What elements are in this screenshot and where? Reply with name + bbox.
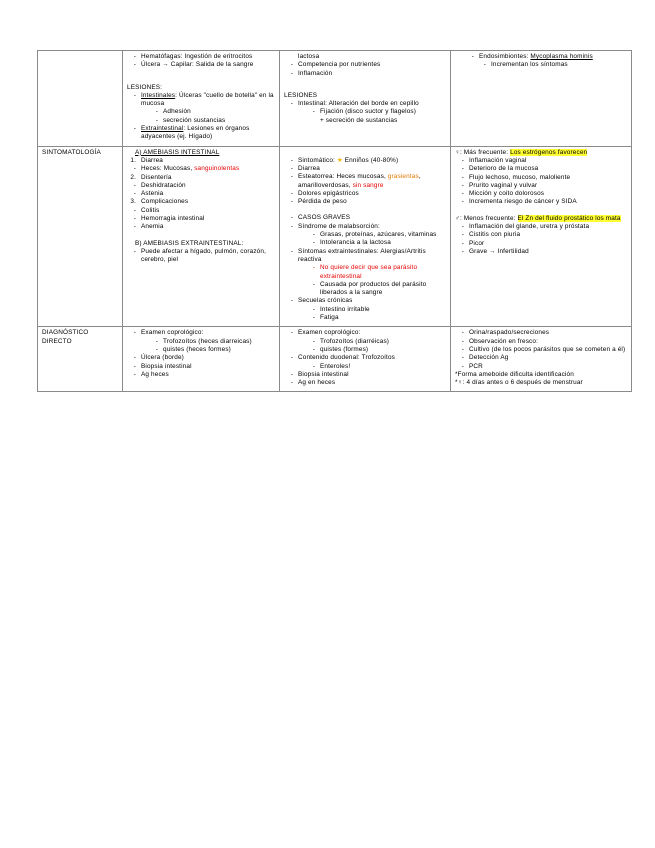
- list-item: - CASOS GRAVES: [290, 214, 351, 222]
- list-item: - Puede afectar a hígado, pulmón, corazón, cerebro, piel: [133, 247, 267, 264]
- row-label-sintomatologia: SINTOMATOLOGÍA: [38, 146, 123, 327]
- list-item: - Flujo lechoso, mucoso, maloliente: [461, 173, 571, 181]
- list-item: - Inflamación: [290, 69, 333, 77]
- list-item: - Ag en heces: [290, 379, 336, 387]
- list-item: - Incrementa riesgo de cáncer y SIDA: [461, 198, 577, 206]
- list-item: - Picor: [461, 239, 485, 247]
- list-item: - Causada por productos del parásito liberados a la sangre: [312, 280, 427, 297]
- list-item: - Detección Ag: [461, 354, 509, 362]
- list-item: - Observación en fresco:: [461, 337, 539, 345]
- list-item: - Intolerancia a la lactosa: [312, 239, 391, 247]
- list-item: + secreción de sustancias: [320, 116, 398, 124]
- section-heading: A) AMEBIASIS INTESTINAL: [135, 148, 220, 156]
- list-item: - Anemia: [133, 223, 164, 231]
- list-item: - Cistitis con piuria: [461, 231, 521, 239]
- list-item: - Trofozoítos (heces diarreicas): [155, 337, 252, 345]
- list-item: - Pérdida de peso: [290, 198, 347, 206]
- female-icon: ♀: [455, 148, 460, 156]
- list-item: - Incrementan los síntomas: [483, 61, 568, 69]
- male-icon: ♂: [455, 214, 460, 222]
- list-item: - Colitis: [133, 206, 160, 214]
- list-item: - Endosimbiontes: Mycoplasma hominis: [471, 53, 593, 60]
- list-item: - Astenia: [133, 190, 164, 198]
- list-item: - secreción sustancias: [155, 116, 226, 124]
- list-item: - Hemorragia intestinal: [133, 215, 205, 223]
- list-item: 3. Complicaciones: [130, 198, 189, 206]
- row1-amebiasis-cell: [123, 51, 280, 147]
- list-item: - Examen coprológico:: [290, 329, 361, 337]
- list-item: - Deshidratación: [133, 181, 186, 189]
- list-item: - quistes (heces formes): [155, 345, 231, 353]
- female-icon: ♀: [457, 379, 463, 387]
- list-item: - Trofozoítos (diarréicas): [312, 337, 390, 345]
- list-item: - Inflamación del glande, uretra y próstata: [461, 223, 590, 231]
- list-item: - Ag heces: [133, 370, 169, 378]
- list-item: - Diarrea: [290, 164, 321, 172]
- list-item: - Deterioro de la mucosa: [461, 165, 539, 173]
- list-item: lactosa: [298, 53, 320, 60]
- list-item: - Síndrome de malabsorción:: [290, 222, 380, 230]
- list-item: - Dolores epigástricos: [290, 189, 359, 197]
- list-item: - Contenido duodenal: Trofozoítos: [290, 354, 396, 362]
- row2-giardia-cell: [280, 146, 451, 327]
- list-item: ♂: Menos frecuente: El Zn del fluido prostático los mata: [455, 214, 621, 222]
- list-item: - Úlcera (borde): [133, 354, 184, 362]
- table-row-sintomatologia: [38, 146, 632, 327]
- list-item: - Síntomas extraintestinales: Alergias/Artritis reactiva: [290, 247, 426, 263]
- list-item: - Hematófagas: Ingestión de eritrocitos: [133, 53, 253, 60]
- list-item: - Micción y coito dolorosos: [461, 190, 545, 198]
- list-item: - Fijación (disco suctor y flagelos): [312, 108, 417, 116]
- list-item: - Grasas, proteínas, azúcares, vitaminas: [312, 231, 437, 239]
- list-item: - PCR: [461, 362, 483, 370]
- list-item: - quistes (formes): [312, 345, 369, 353]
- list-item: - Inflamación vaginal: [461, 156, 527, 164]
- row3-giardia-cell: [280, 327, 451, 392]
- section-heading: B) AMEBIASIS EXTRAINTESTINAL:: [135, 239, 244, 247]
- table-row-lesiones: [38, 51, 632, 147]
- list-item: - Fatiga: [312, 314, 339, 322]
- list-item: - Cultivo (de los pocos parásitos que se cometen a él): [461, 345, 626, 353]
- star-icon: ★: [336, 156, 343, 164]
- list-item: - Examen coprológico:: [133, 329, 204, 337]
- list-item: - Adhesión: [155, 108, 191, 116]
- list-item: - Secuelas crónicas: [290, 297, 353, 305]
- list-item: 2. Disentería: [130, 173, 172, 181]
- row3-amebiasis-cell: [123, 327, 280, 392]
- footnote: *Forma ameboide dificulta identificación: [455, 370, 574, 378]
- section-heading: LESIONES:: [127, 83, 163, 91]
- row1-trichomonas-cell: [451, 51, 632, 147]
- section-heading: LESIONES: [284, 91, 318, 99]
- footnote: *♀: 4 días antes o 6 después de menstruar: [455, 379, 583, 387]
- notes-page: [37, 50, 631, 392]
- list-item: - Orina/raspado/secreciones: [461, 329, 550, 337]
- row1-giardia-cell: [280, 51, 451, 147]
- list-item: ♀: Más frecuente: Los estrógenos favorecen: [455, 148, 588, 156]
- list-item: - Intestinales: Úlceras "cuello de botella" en la mucosa: [133, 91, 274, 108]
- list-item: - Heces: Mucosas, sanguinolentas: [133, 165, 240, 173]
- list-item: - Esteatorrea: Heces mucosas, grasientas, amarilloverdosas, sin sangre: [290, 173, 421, 189]
- row1-label-cell: [38, 51, 123, 147]
- row3-trichomonas-cell: [451, 327, 632, 392]
- row2-amebiasis-cell: [123, 146, 280, 327]
- list-item: - Sintomático: ★ Enniños (40-80%): [290, 156, 399, 164]
- list-item: - Enteroles!: [312, 362, 351, 370]
- parasitology-table: [37, 50, 632, 392]
- list-item: - Grave → Infertilidad: [461, 247, 529, 255]
- list-item: - Prurito vaginal y vulvar: [461, 181, 538, 189]
- list-item: - Biopsia intestinal: [290, 370, 349, 378]
- list-item: - Úlcera → Capilar: Salida de la sangre: [133, 61, 254, 69]
- row-label-diagnostico: DIAGNÓSTICO DIRECTO: [38, 327, 123, 392]
- list-item: - Competencia por nutrientes: [290, 61, 381, 69]
- list-item: 1. Diarrea: [130, 156, 164, 164]
- table-row-diagnostico: [38, 327, 632, 392]
- list-item: - Intestino irritable: [312, 305, 370, 313]
- row2-trichomonas-cell: [451, 146, 632, 327]
- list-item: - Intestinal: Alteración del borde en cepillo: [290, 100, 419, 108]
- list-item: - Extraintestinal: Lesiones en órganos adyacentes (ej. Hígado): [133, 125, 250, 141]
- list-item: - Biopsia intestinal: [133, 362, 192, 370]
- list-item: - No quiere decir que sea parásito extraintestinal: [312, 264, 418, 280]
